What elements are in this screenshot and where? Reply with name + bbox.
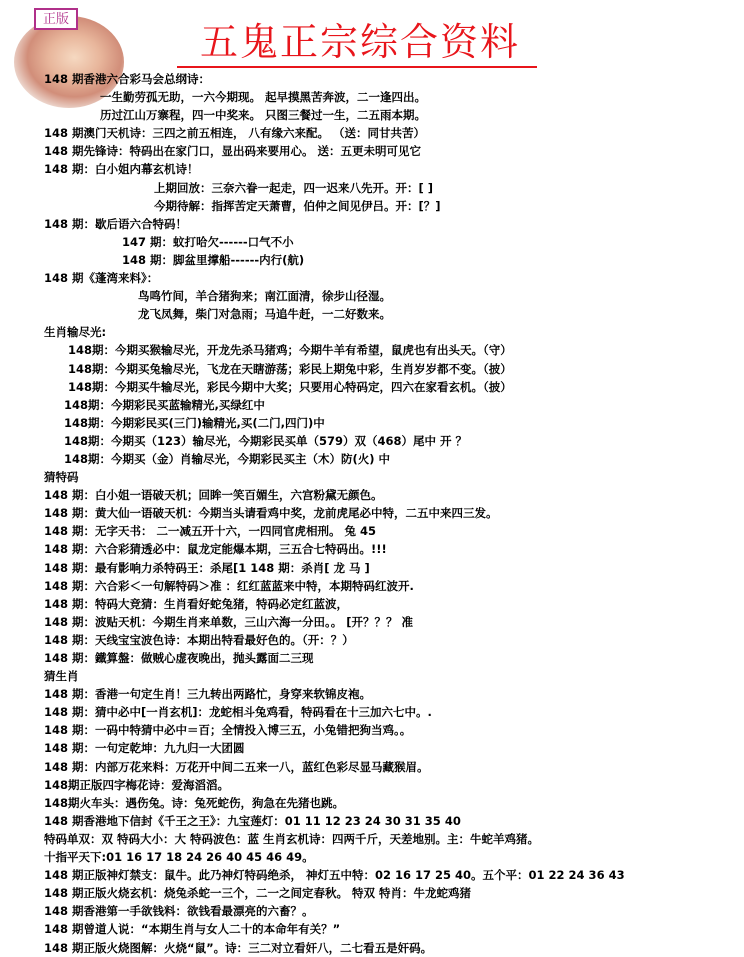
text-line: 148 期曾道人说：“本期生肖与女人二十的本命年有关？” (44, 922, 341, 937)
text-line: 148期：今期买猴输尽光，开龙先杀马猪鸡；今期牛羊有希望，鼠虎也有出头天。（守） (68, 343, 512, 358)
text-line: 148 期：六合彩猜透必中：鼠龙定能爆本期，三五合七特码出。!!! (44, 542, 387, 557)
text-line: 148期：今期彩民买蓝输精光,买绿红中 (64, 397, 265, 412)
text-line: 148 期香港第一手欲钱料：欲钱看最漂亮的六畜？。 (44, 904, 314, 919)
text-line: 148 期：鐵算盤：做贼心虚夜晚出，抛头露面二三现 (44, 651, 314, 665)
text-line: 148 期：特码大竞猜：生肖看好蛇兔猪，特码必定红蓝波， (44, 596, 349, 611)
text-line: 147 期：蚊打哈欠------口气不小 (122, 234, 294, 249)
text-line: 148 期：一码中特猜中必中＝百；全情投入博三五，小兔错把狗当鸡。。 (44, 723, 412, 738)
text-line: 148期正版四字梅花诗：爱海滔滔。 (44, 777, 230, 792)
text-line: 148期：今期彩民买(三门)输精光,买(二门,四门)中 (64, 415, 325, 430)
page-title: 五鬼正宗综合资料 (199, 20, 520, 64)
text-line: 猜生肖 (44, 669, 79, 684)
text-line: 148 期：黄大仙一语破天机：今期当头请看鸡中奖，龙前虎尾必中特，二五中来四三发。 (44, 506, 498, 521)
text-line: 鸟鸣竹间，羊合猪狗来；南江面清，徐步山径湿。 (138, 289, 391, 304)
text-line: 十指平天下:01 16 17 18 24 26 40 45 46 49。 (44, 850, 314, 865)
text-line: 148 期：脚盆里撑船------内行(航) (122, 252, 305, 267)
text-line: 上期回放：三奈六眷一起走，四一迟来八先开。开：[ ] (154, 180, 434, 195)
text-line: 148 期正版火烧图解：火烧“鼠”。诗：三二对立看奸八，二七看五是奸码。 (44, 940, 433, 955)
text-line: 历过江山万寨程，四一中奖来。 只图三餐过一生，二五雨本期。 (100, 108, 427, 123)
text-line: 148 期：猜中必中[一肖玄机]：龙蛇相斗兔鸡看，特码看在十三加六七中。. (44, 705, 432, 720)
text-line: 148 期：天线宝宝波色诗：本期出特看最好色的。（开：？） (44, 632, 354, 647)
text-line: 148 期正版神灯禁支：鼠牛。此乃神灯特码绝杀， 神灯五中特：02 16 17 25 40。五个平：01 22 24 36 43 (44, 868, 625, 883)
text-line: 148 期：香港一句定生肖！三九转出两路忙，身穿来软锦皮袍。 (44, 687, 372, 702)
text-line: 148期：今期买（123）输尽光，今期彩民买单（579）双（468）尾中 开 ？ (64, 433, 468, 448)
text-line: 148 期香港六合彩马会总纲诗： (44, 72, 211, 86)
text-line: 148 期：白小姐一语破天机；回眸一笑百媚生，六宫粉黛无颜色。 (44, 488, 383, 503)
text-line: 龙飞凤舞，柴门对急雨；马追牛赶，一二好数来。 (138, 307, 391, 322)
text-line: 148期火车头：遇伤兔。诗：兔死蛇伤，狗急在先猪也跳。 (44, 795, 345, 810)
text-line: 148 期：六合彩＜一句解特码＞准 ：红红蓝蓝来中特，本期特码红波开. (44, 578, 414, 593)
text-line: 生肖输尽光: (44, 325, 107, 340)
title-underline (177, 66, 537, 68)
text-line: 148期：今期买兔输尽光，飞龙在天瞎游荡；彩民上期兔中彩，生肖岁岁都不变。（披） (68, 361, 512, 376)
text-line: 一生勤劳孤无助，一六今期现。 起早摸黑苦奔波，二一逢四出。 (100, 90, 427, 105)
text-line: 148 期：无字天书： 二一减五开十六，一四同官虎相刑。 兔 45 (44, 524, 377, 539)
text-line: 特码单双：双 特码大小：大 特码波色：蓝 生肖玄机诗：四两千斤，天差地别。主：牛蛇羊鸡猪。 (44, 831, 540, 846)
text-line: 148 期澳门天机诗：三四之前五相连， 八有缘六来配。 （送：同甘共苦） (44, 126, 426, 141)
text-line: 148 期：最有影响力杀特码王：杀尾[1 148 期：杀肖[ 龙 马 ] (44, 560, 370, 575)
text-line: 今期待解：指挥苦定天萧曹，伯仲之间见伊吕。开：[？] (154, 198, 441, 213)
genuine-badge: 正版 (34, 8, 78, 30)
text-line: 148 期先锋诗：特码出在家门口，显出码来要用心。 送：五更未明可见它 (44, 144, 422, 159)
text-line: 148 期：一句定乾坤：九九归一大团圆 (44, 741, 245, 756)
text-line: 148期：今期买（金）肖输尽光，今期彩民买主（木）防(火) 中 (64, 451, 391, 466)
text-line: 148 期香港地下信封《千王之王》：九宝莲灯：01 11 12 23 24 30 31 35 40 (44, 813, 461, 828)
text-line: 148期：今期买牛输尽光，彩民今期中大奖；只要用心特码定，四六在家看玄机。（披） (68, 379, 512, 394)
text-line: 148 期《蓬湾来料》： (44, 271, 159, 286)
text-line: 148 期正版火烧玄机：烧兔杀蛇一三个，二一之间定春秋。 特双 特肖：牛龙蛇鸡猪 (44, 886, 472, 901)
document-body (0, 70, 744, 957)
text-line: 148 期：白小姐内幕玄机诗！ (44, 162, 199, 177)
text-line: 猜特码 (44, 470, 79, 485)
text-line: 148 期：波贴天机：今期生肖来单数，三山六海一分田。。 [开？？？ 准 (44, 614, 414, 629)
text-line: 148 期：内部万花来料：万花开中间二五来一八，蓝红色彩尽显马藏猴眉。 (44, 759, 429, 774)
text-line: 148 期：歇后语六合特码！ (44, 216, 188, 231)
